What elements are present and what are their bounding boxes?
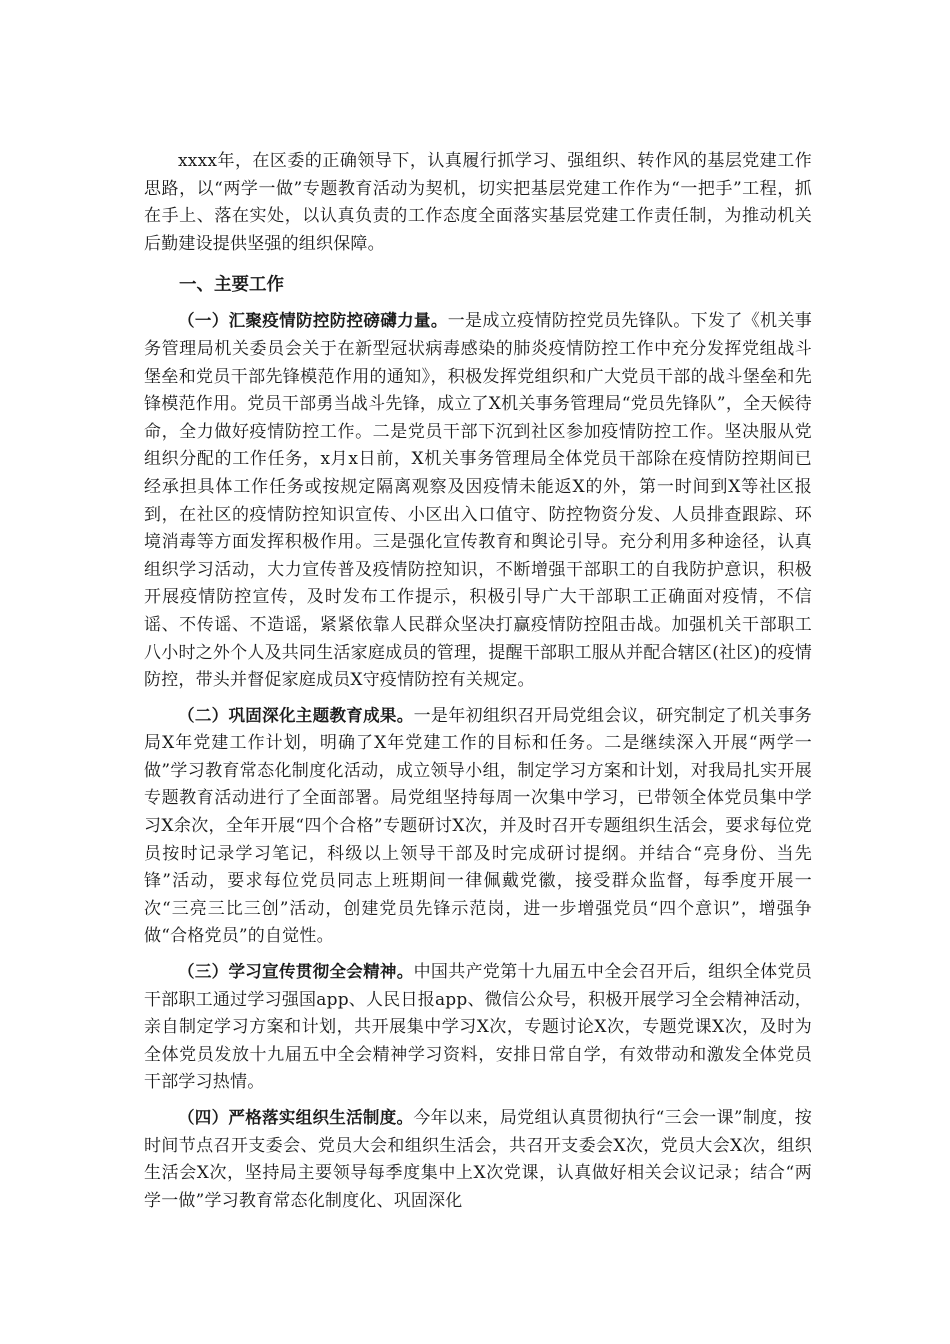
section-heading-main-work: 一、主要工作 xyxy=(179,275,284,296)
item-body: 今年以来，局党组认真贯彻执行“三会一课”制度，按时间节点召开支委会、党员大会和组织生活会，共召开支委会X次，党员大会X次，组织生活会X次，坚持局主要领导每季度集中上X次党课，认真做好相关会议记录；结合“两学一做”学习教育常态化制度化、巩固深化 xyxy=(144,1108,812,1211)
document-page xyxy=(144,148,812,1215)
item-title: （二）巩固深化主题教育成果。 xyxy=(178,705,414,725)
item-paragraph xyxy=(144,307,812,694)
item-paragraph xyxy=(144,1104,812,1215)
item-paragraph xyxy=(144,702,812,951)
item-title: （四）严格落实组织生活制度。 xyxy=(178,1108,414,1127)
item-paragraph xyxy=(144,958,812,1097)
item-title: （一）汇聚疫情防控防控磅礴力量。 xyxy=(178,311,448,331)
item-body: 中国共产党第十九届五中全会召开后，组织全体党员干部职工通过学习强国app、人民日报app、微信公众号，积极开展学习全会精神活动，亲自制定学习方案和计划，共开展集中学习X次，专题讨论X次，专题党课X次，及时为全体党员发放十九届五中全会精神学习资料，安排日常自学，有效带动和激发全体党员干部学习热情。 xyxy=(144,962,812,1093)
item-title: （三）学习宣传贯彻全会精神。 xyxy=(178,962,414,982)
intro-paragraph: xxxx年，在区委的正确领导下，认真履行抓学习、强组织、转作风的基层党建工作思路，以“两学一做”专题教育活动为契机，切实把基层党建工作作为“一把手”工程，抓在手上、落在实处，以认真负责的工作态度全面落实基层党建工作责任制，为推动机关后勤建设提供坚强的组织保障。 xyxy=(144,151,812,254)
item-body: 一是成立疫情防控党员先锋队。下发了《机关事务管理局机关委员会关于在新型冠状病毒感染的肺炎疫情防控工作中充分发挥党组战斗堡垒和党员干部先锋模范作用的通知》，积极发挥党组织和广大党员干部的战斗堡垒和先锋模范作用。党员干部勇当战斗先锋，成立了X机关事务管理局“党员先锋队”，全天候待命，全力做好疫情防控工作。二是党员干部下沉到社区参加疫情防控工作。坚决服从党组织分配的工作任务，x月x日前，X机关事务管理局全体党员干部除在疫情防控期间已经承担具体工作任务或按规定隔离观察及因疫情未能返X的外，第一时间到X等社区报到，在社区的疫情防控知识宣传、小区出入口值守、防控物资分发、人员排查跟踪、环境消毒等方面发挥积极作用。三是强化宣传教育和舆论引导。充分利用多种途径，认真组织学习活动，大力宣传普及疫情防控知识，不断增强干部职工的自我防护意识，积极开展疫情防控宣传，及时发布工作提示，积极引导广大干部职工正确面对疫情，不信谣、不传谣、不造谣，紧紧依靠人民群众坚决打赢疫情防控阻击战。加强机关干部职工八小时之外个人及共同生活家庭成员的管理，提醒干部职工服从并配合辖区(社区)的疫情防控，带头并督促家庭成员X守疫情防控有关规定。 xyxy=(144,311,812,691)
item-body: 一是年初组织召开局党组会议，研究制定了机关事务局X年党建工作计划，明确了X年党建工作的目标和任务。二是继续深入开展“两学一做”学习教育常态化制度化活动，成立领导小组，制定学习方案和计划，对我局扎实开展专题教育活动进行了全面部署。局党组坚持每周一次集中学习，已带领全体党员集中学习X余次，全年开展“四个合格”专题研讨X次，并及时召开专题组织生活会，要求每位党员按时记录学习笔记，科级以上领导干部及时完成研讨提纲。并结合“亮身份、当先锋”活动，要求每位党员同志上班期间一律佩戴党徽，接受群众监督，每季度开展一次“三亮三比三创”活动，创建党员先锋示范岗，进一步增强党员“四个意识”，增强争做“合格党员”的自觉性。 xyxy=(144,705,812,947)
